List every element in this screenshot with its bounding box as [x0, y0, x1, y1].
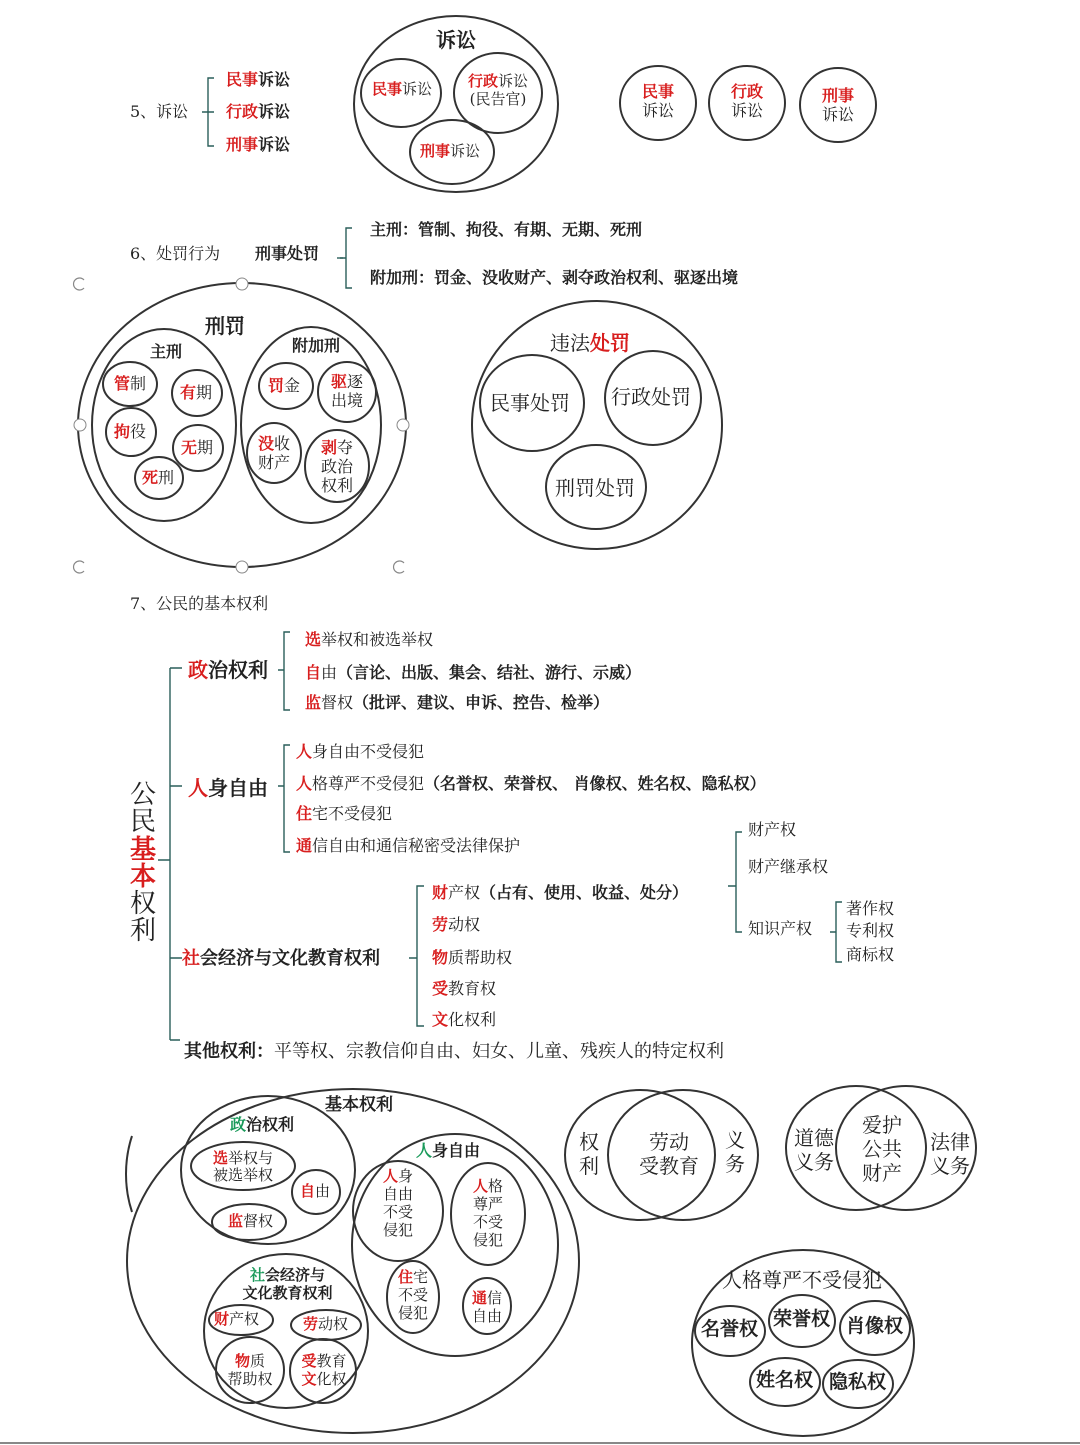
venn2-right-label: 法律 义务: [930, 1130, 970, 1178]
s7-tree: [158, 668, 182, 1040]
venn1-right-label: 义 务: [725, 1128, 745, 1176]
main-penalty-item: 拘役: [114, 422, 147, 441]
big-personal: 人身自由: [416, 1141, 481, 1160]
main-penalty-item: 管制: [114, 374, 147, 393]
big-p-item: 选举权与 被选举权: [212, 1149, 274, 1184]
political-item: 自由（言论、出版、集会、结社、游行、示威）: [305, 663, 642, 682]
s5-circle-xing-label: 行政诉讼 (民告官): [467, 72, 529, 108]
personal-item: 住宅不受侵犯: [296, 804, 393, 823]
social-item: 物质帮助权: [432, 948, 513, 967]
add-penalty-item: 驱逐 出境: [330, 372, 364, 411]
ip-item: 专利权: [846, 921, 895, 940]
dignity-item: 名誉权: [701, 1318, 759, 1340]
s5-circle-min-label: 民事诉讼: [372, 80, 433, 98]
big-ps-item: 通信 自由: [471, 1289, 503, 1325]
ip-item: 著作权: [846, 899, 895, 918]
personal-item: 人格尊严不受侵犯（名誉权、荣誉权、 肖像权、姓名权、隐私权）: [296, 774, 766, 793]
s5-small-2-label: 行政 诉讼: [730, 82, 763, 121]
social-item: 劳动权: [432, 915, 481, 934]
s5-item-2: 行政诉讼: [226, 102, 291, 121]
illegal-item: 民事处罚: [490, 391, 570, 415]
s6-sub: 刑事处罚: [255, 244, 320, 263]
ip-item: 商标权: [846, 945, 895, 964]
big-title: 基本权利: [325, 1095, 393, 1115]
main-penalty-item: 无期: [181, 438, 214, 457]
penalty-title: 刑罚: [205, 314, 245, 338]
personal-item: 人身自由不受侵犯: [296, 742, 425, 761]
s7-property-bracket: [728, 832, 742, 932]
big-s-item: 受教育 文化权: [301, 1352, 347, 1388]
s5-small-3-label: 刑事 诉讼: [821, 86, 854, 125]
s7-ip-bracket: [830, 902, 842, 962]
venn1-mid-label: 劳动 受教育: [639, 1130, 699, 1178]
illegal-item: 行政处罚: [611, 385, 691, 409]
dignity-item: 荣誉权: [773, 1308, 831, 1330]
s6-add-line: 附加刑：罚金、没收财产、剥夺政治权利、驱逐出境: [370, 268, 739, 287]
s6-main-line: 主刑：管制、拘役、有期、无期、死刑: [370, 220, 643, 239]
property-item: 财产权: [748, 820, 797, 839]
illegal-item: 刑罚处罚: [555, 476, 635, 500]
main-penalty-item: 死刑: [142, 468, 175, 487]
s7-root: 公 民 基 本 权 利: [129, 780, 156, 947]
property-item: 知识产权: [748, 919, 813, 938]
s6-bracket-b: [340, 228, 352, 288]
main-penalty-item: 有期: [180, 383, 213, 402]
dignity-item: 肖像权: [846, 1315, 904, 1337]
venn1-left-label: 权 利: [579, 1130, 599, 1178]
venn2-mid-label: 爱护 公共 财产: [862, 1113, 902, 1185]
s7-personal-bracket: [278, 745, 290, 852]
big-s-item: 劳动权: [303, 1315, 349, 1333]
venn2-left-label: 道德 义务: [794, 1126, 834, 1174]
s7-political-bracket: [278, 632, 290, 710]
add-penalty-item: 剥夺 政治 权利: [320, 438, 354, 496]
big-ps-item: 住宅 不受 侵犯: [397, 1268, 429, 1322]
s7-social-bracket: [409, 886, 424, 1026]
big-s-item: 物质 帮助权: [227, 1352, 273, 1388]
big-political: 政治权利: [230, 1115, 295, 1134]
s5-item-3: 刑事诉讼: [226, 135, 291, 154]
social-item: 文化权利: [432, 1010, 497, 1029]
social-head: 社会经济与文化教育权利: [182, 948, 380, 969]
s5-circle-title: 诉讼: [436, 28, 476, 52]
big-p-item: 监督权: [228, 1212, 274, 1230]
add-penalty-title: 附加刑: [292, 336, 341, 355]
add-penalty-item: 罚金: [268, 376, 301, 395]
dignity-title: 人格尊严不受侵犯: [722, 1268, 882, 1292]
property-item: 财产继承权: [748, 857, 829, 876]
s5-item-1: 民事诉讼: [226, 70, 291, 89]
social-item: 财产权（占有、使用、收益、处分）: [432, 883, 689, 902]
big-ps-item: 人格 尊严 不受 侵犯: [472, 1177, 504, 1249]
social-item: 受教育权: [432, 979, 497, 998]
main-penalty-title: 主刑: [150, 342, 183, 361]
add-penalty-item: 没收 财产: [257, 434, 291, 473]
political-item: 监督权（批评、建议、申诉、控告、检举）: [305, 693, 610, 712]
big-ps-item: 人身 自由 不受 侵犯: [382, 1167, 414, 1239]
other-rights: 其他权利：平等权、宗教信仰自由、妇女、儿童、残疾人的特定权利: [184, 1041, 724, 1062]
s6-label: 6、处罚行为: [130, 244, 221, 263]
personal-head: 人身自由: [188, 776, 268, 800]
dignity-item: 姓名权: [756, 1369, 814, 1391]
dignity-item: 隐私权: [829, 1371, 887, 1393]
political-item: 选举权和被选举权: [305, 630, 434, 649]
s7-label: 7、公民的基本权利: [130, 594, 269, 613]
s5-circle-xingshi-label: 刑事诉讼: [420, 142, 481, 160]
political-head: 政治权利: [188, 658, 268, 682]
illegal-title: 违法处罚: [550, 331, 630, 355]
big-s-item: 财产权: [214, 1310, 260, 1328]
personal-item: 通信自由和通信秘密受法律保护: [296, 836, 521, 855]
s5-label: 5、诉讼: [130, 102, 189, 121]
s5-small-1-label: 民事 诉讼: [641, 82, 674, 121]
s5-bracket: [202, 78, 214, 146]
big-social: 社会经济与 文化教育权利: [242, 1266, 333, 1302]
big-p-item: 自由: [300, 1182, 331, 1200]
